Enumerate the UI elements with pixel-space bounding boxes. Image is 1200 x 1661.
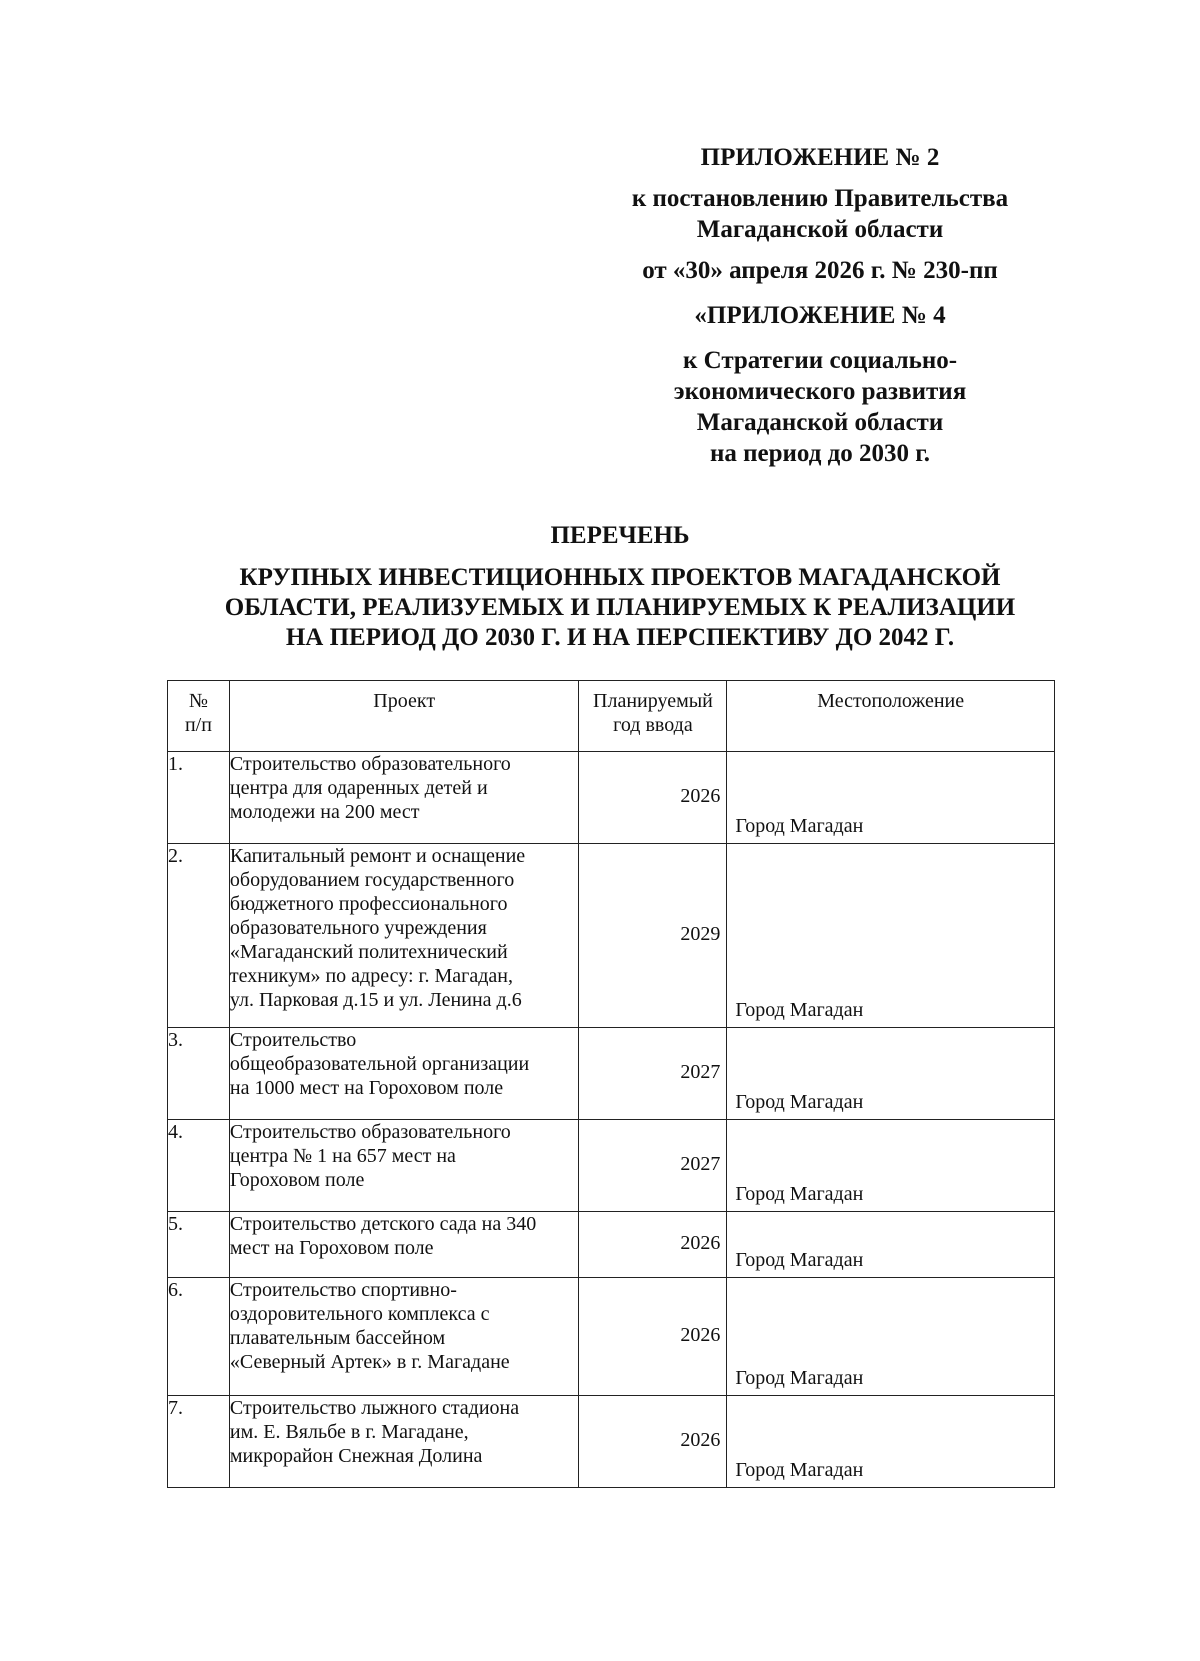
row-project [229, 1028, 579, 1120]
projects-table [167, 680, 1055, 1488]
table-header-row [168, 681, 1055, 752]
project-text-line: Гороховом поле [229, 1169, 365, 1191]
row-location-cell [727, 1278, 1055, 1396]
row-year: 2029 [680, 923, 721, 945]
row-location-cell [727, 752, 1055, 844]
table-row [168, 1278, 1055, 1396]
row-number: 2. [168, 844, 230, 1028]
project-text-line: им. Е. Вяльбе в г. Магадане, [229, 1421, 469, 1443]
row-year: 2026 [680, 785, 721, 807]
row-number: 5. [168, 1212, 230, 1278]
row-year: 2027 [680, 1061, 721, 1083]
row-number: 1. [168, 752, 230, 844]
table-row [168, 844, 1055, 1028]
row-location-cell [727, 1028, 1055, 1120]
row-year: 2026 [680, 1324, 721, 1346]
header-location: Местоположение [727, 681, 1055, 752]
project-text-line: центра для одаренных детей и [229, 777, 488, 799]
row-year-cell [579, 1212, 727, 1278]
row-year: 2027 [680, 1153, 721, 1175]
row-project [229, 752, 579, 844]
project-text-line: Строительство образовательного [229, 753, 511, 775]
document-title [150, 521, 1090, 653]
row-location-cell [727, 1212, 1055, 1278]
strategy-line-3: Магаданской области [696, 409, 944, 436]
project-text-line: молодежи на 200 мест [229, 801, 420, 823]
strategy-appendix-title: «ПРИЛОЖЕНИЕ № 4 [694, 302, 946, 329]
project-text-line: микрорайон Снежная Долина [229, 1445, 483, 1467]
row-year-cell [579, 844, 727, 1028]
row-location-cell [727, 1396, 1055, 1488]
project-text-line: Строительство [229, 1029, 357, 1051]
project-text-line: мест на Гороховом поле [229, 1237, 434, 1259]
title-line-1: КРУПНЫХ ИНВЕСТИЦИОННЫХ ПРОЕКТОВ МАГАДАНСКОЙ [239, 564, 1001, 591]
row-year-cell [579, 752, 727, 844]
project-text-line: центра № 1 на 657 мест на [229, 1145, 456, 1167]
project-text-line: ул. Парковая д.15 и ул. Ленина д.6 [229, 989, 522, 1011]
appendix-line-2: Магаданской области [696, 216, 944, 243]
row-location-cell [727, 844, 1055, 1028]
project-text-line: бюджетного профессионального [229, 893, 508, 915]
row-location: Город Магадан [735, 1459, 864, 1481]
row-year-cell [579, 1278, 727, 1396]
row-number: 3. [168, 1028, 230, 1120]
title-line-2: ОБЛАСТИ, РЕАЛИЗУЕМЫХ И ПЛАНИРУЕМЫХ К РЕАЛИЗАЦИИ [224, 594, 1016, 621]
title-line-3: НА ПЕРИОД ДО 2030 Г. И НА ПЕРСПЕКТИВУ ДО 2042 Г. [285, 624, 955, 651]
header-project: Проект [229, 681, 579, 752]
title-main: ПЕРЕЧЕНЬ [550, 522, 690, 549]
row-project [229, 1278, 579, 1396]
project-text-line: плавательным бассейном [229, 1327, 446, 1349]
row-location: Город Магадан [735, 815, 864, 837]
row-location: Город Магадан [735, 1091, 864, 1113]
row-location: Город Магадан [735, 1367, 864, 1389]
row-location: Город Магадан [735, 1183, 864, 1205]
row-project [229, 1212, 579, 1278]
appendix-date: от «30» апреля 2026 г. № 230-пп [642, 257, 998, 284]
row-year: 2026 [680, 1232, 721, 1254]
table-row [168, 1028, 1055, 1120]
appendix-title: ПРИЛОЖЕНИЕ № 2 [700, 144, 940, 171]
project-text-line: Строительство образовательного [229, 1121, 511, 1143]
row-year-cell [579, 1396, 727, 1488]
row-location: Город Магадан [735, 999, 864, 1021]
row-project [229, 844, 579, 1028]
appendix-line-1: к постановлению Правительства [631, 185, 1009, 212]
table-row [168, 1396, 1055, 1488]
row-location: Город Магадан [735, 1249, 864, 1271]
table-row [168, 752, 1055, 844]
project-text-line: оздоровительного комплекса с [229, 1303, 490, 1325]
project-text-line: Строительство спортивно- [229, 1279, 457, 1301]
row-location-cell [727, 1120, 1055, 1212]
project-text-line: оборудованием государственного [229, 869, 515, 891]
appendix-header [600, 142, 1040, 469]
row-project [229, 1120, 579, 1212]
table-row [168, 1120, 1055, 1212]
project-text-line: Строительство лыжного стадиона [229, 1397, 520, 1419]
project-text-line: Капитальный ремонт и оснащение [229, 845, 526, 867]
row-project [229, 1396, 579, 1488]
strategy-line-4: на период до 2030 г. [709, 440, 931, 467]
header-number: № п/п [168, 681, 230, 752]
row-year-cell [579, 1120, 727, 1212]
project-text-line: общеобразовательной организации [229, 1053, 530, 1075]
project-text-line: на 1000 мест на Гороховом поле [229, 1077, 504, 1099]
header-year: Планируемый год ввода [579, 681, 727, 752]
table-row [168, 1212, 1055, 1278]
project-text-line: «Северный Артек» в г. Магадане [229, 1351, 510, 1373]
row-number: 4. [168, 1120, 230, 1212]
strategy-line-1: к Стратегии социально- [682, 347, 958, 374]
project-text-line: образовательного учреждения [229, 917, 487, 939]
project-text-line: «Магаданский политехнический [229, 941, 508, 963]
row-year: 2026 [680, 1429, 721, 1451]
strategy-line-2: экономического развития [673, 378, 967, 405]
project-text-line: Строительство детского сада на 340 [229, 1213, 537, 1235]
row-number: 7. [168, 1396, 230, 1488]
row-number: 6. [168, 1278, 230, 1396]
row-year-cell [579, 1028, 727, 1120]
project-text-line: техникум» по адресу: г. Магадан, [229, 965, 513, 987]
